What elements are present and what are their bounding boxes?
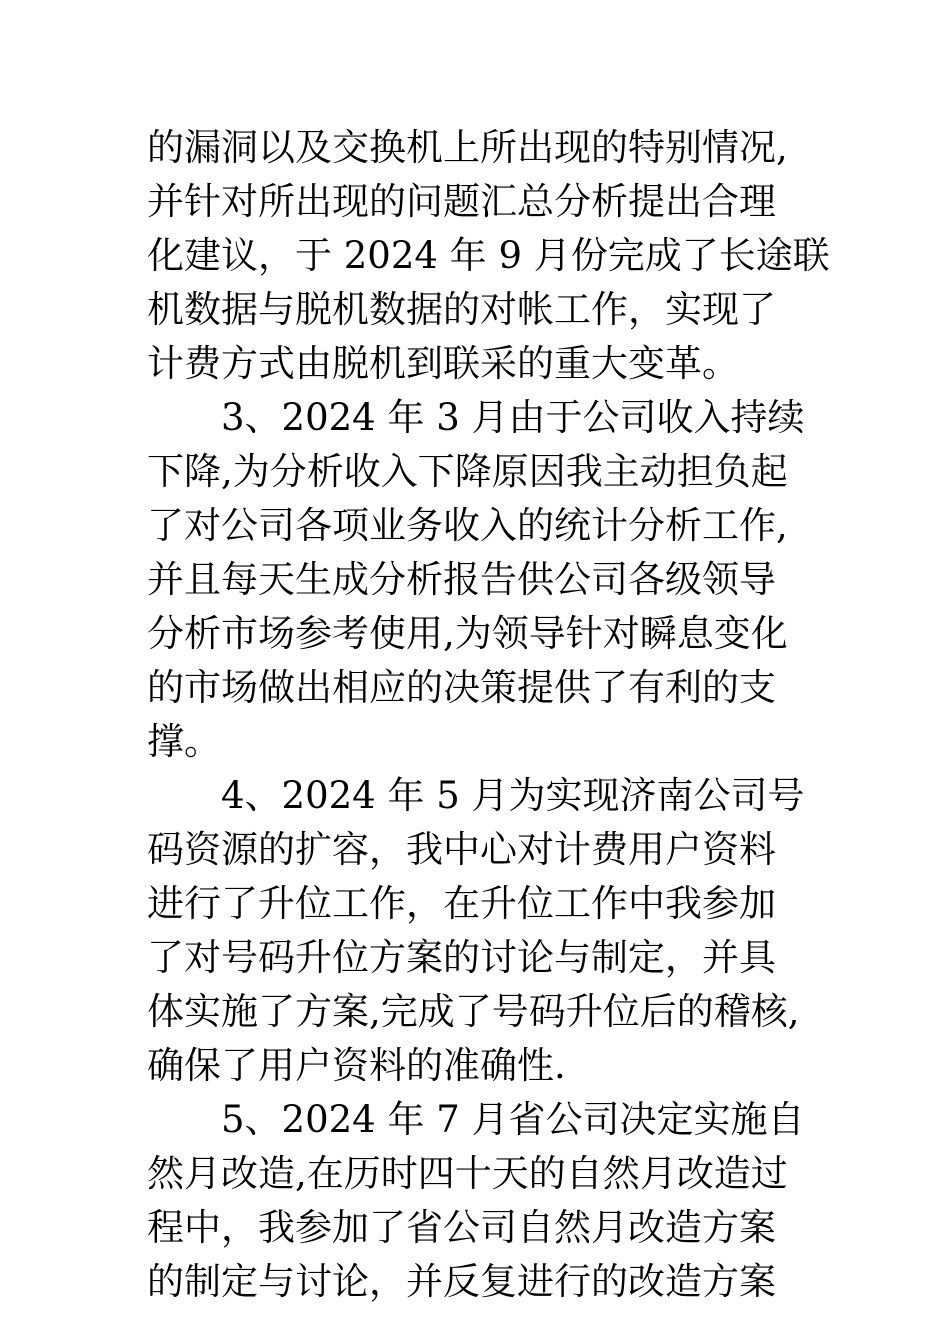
text-line: 码资源的扩容，我中心对计费用户资料 — [147, 828, 776, 871]
text-line: 进行了升位工作，在升位工作中我参加 — [147, 882, 776, 925]
text-line: 了对公司各项业务收入的统计分析工作, — [147, 504, 788, 547]
text-line: 机数据与脱机数据的对帐工作，实现了 — [147, 288, 776, 331]
text-line: 的制定与讨论，并反复进行的改造方案 — [147, 1260, 776, 1303]
paragraph-4-start: 4、2024 年 5 月为实现济南公司号 — [221, 774, 805, 817]
text-line: 体实施了方案,完成了号码升位后的稽核, — [147, 990, 800, 1033]
text-line: 然月改造,在历时四十天的自然月改造过 — [147, 1152, 788, 1195]
text-line: 撑。 — [147, 720, 221, 763]
text-line: 计费方式由脱机到联采的重大变革。 — [147, 342, 739, 385]
text-line: 并针对所出现的问题汇总分析提出合理 — [147, 180, 776, 223]
paragraph-5-start: 5、2024 年 7 月省公司决定实施自 — [221, 1098, 805, 1141]
document-body — [147, 121, 830, 1309]
text-line: 了对号码升位方案的讨论与制定，并具 — [147, 936, 776, 979]
text-line: 并且每天生成分析报告供公司各级领导 — [147, 558, 776, 601]
text-line: 化建议，于 2024 年 9 月份完成了长途联 — [147, 234, 830, 277]
paragraph-3-start: 3、2024 年 3 月由于公司收入持续 — [221, 396, 805, 439]
text-line: 的市场做出相应的决策提供了有利的支 — [147, 666, 776, 709]
text-line: 的漏洞以及交换机上所出现的特别情况, — [147, 126, 788, 169]
text-line: 程中，我参加了省公司自然月改造方案 — [147, 1206, 776, 1249]
text-line: 下降,为分析收入下降原因我主动担负起 — [147, 450, 788, 493]
text-line: 确保了用户资料的准确性. — [147, 1044, 566, 1087]
text-line: 分析市场参考使用,为领导针对瞬息变化 — [147, 612, 788, 655]
